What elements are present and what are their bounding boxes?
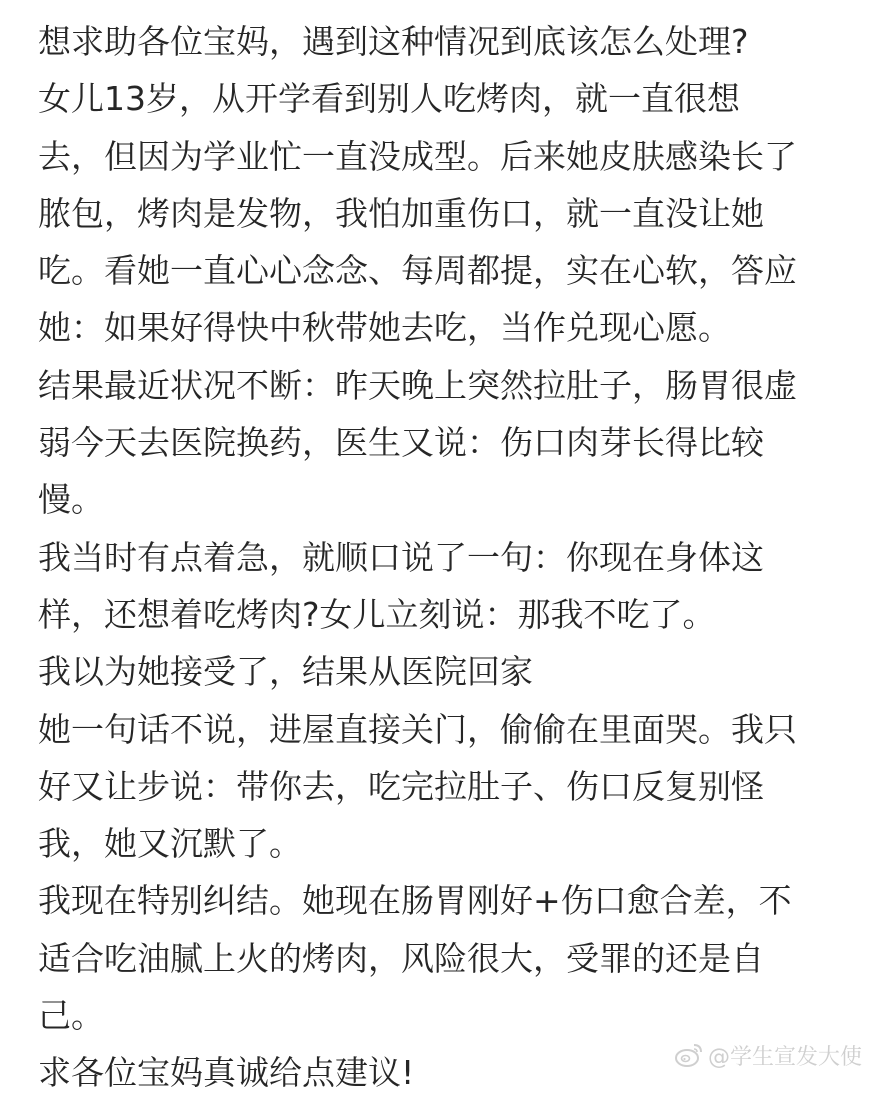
post-line: 好又让步说：带你去，吃完拉肚子、伤口反复别怪	[38, 766, 764, 806]
post-line: 脓包，烤肉是发物，我怕加重伤口，就一直没让她	[38, 193, 764, 233]
post-line: 女儿13岁，从开学看到别人吃烤肉，就一直很想	[38, 79, 740, 119]
post-line: 去，但因为学业忙一直没成型。后来她皮肤感染长了	[38, 136, 797, 176]
post-line: 我现在特别纠结。她现在肠胃刚好+伤口愈合差，不	[38, 881, 792, 921]
watermark	[674, 1040, 862, 1070]
post-body	[38, 13, 868, 1102]
post-line: 吃。看她一直心心念念、每周都提，实在心软，答应	[38, 251, 797, 291]
post-line: 结果最近状况不断：昨天晚上突然拉肚子，肠胃很虚	[38, 365, 797, 405]
post-line: 我当时有点着急，就顺口说了一句：你现在身体这	[38, 537, 764, 577]
post-line: 求各位宝妈真诚给点建议!	[38, 1053, 415, 1093]
post-line: 己。	[38, 996, 104, 1036]
weibo-logo-icon	[674, 1042, 704, 1068]
post-line: 我以为她接受了，结果从医院回家	[38, 652, 533, 692]
post-line: 我，她又沉默了。	[38, 824, 302, 864]
post-line: 慢。	[38, 480, 104, 520]
post-line: 适合吃油腻上火的烤肉，风险很大，受罪的还是自	[38, 938, 764, 978]
post-line: 她：如果好得快中秋带她去吃，当作兑现心愿。	[38, 308, 731, 348]
post-line: 弱今天去医院换药，医生又说：伤口肉芽长得比较	[38, 423, 764, 463]
post-line: 想求助各位宝妈，遇到这种情况到底该怎么处理?	[38, 22, 749, 61]
post-line: 她一句话不说，进屋直接关门，偷偷在里面哭。我只	[38, 709, 797, 749]
post-line: 样，还想着吃烤肉?女儿立刻说：那我不吃了。	[38, 594, 716, 634]
watermark-text: @学生宣发大使	[707, 1044, 862, 1070]
